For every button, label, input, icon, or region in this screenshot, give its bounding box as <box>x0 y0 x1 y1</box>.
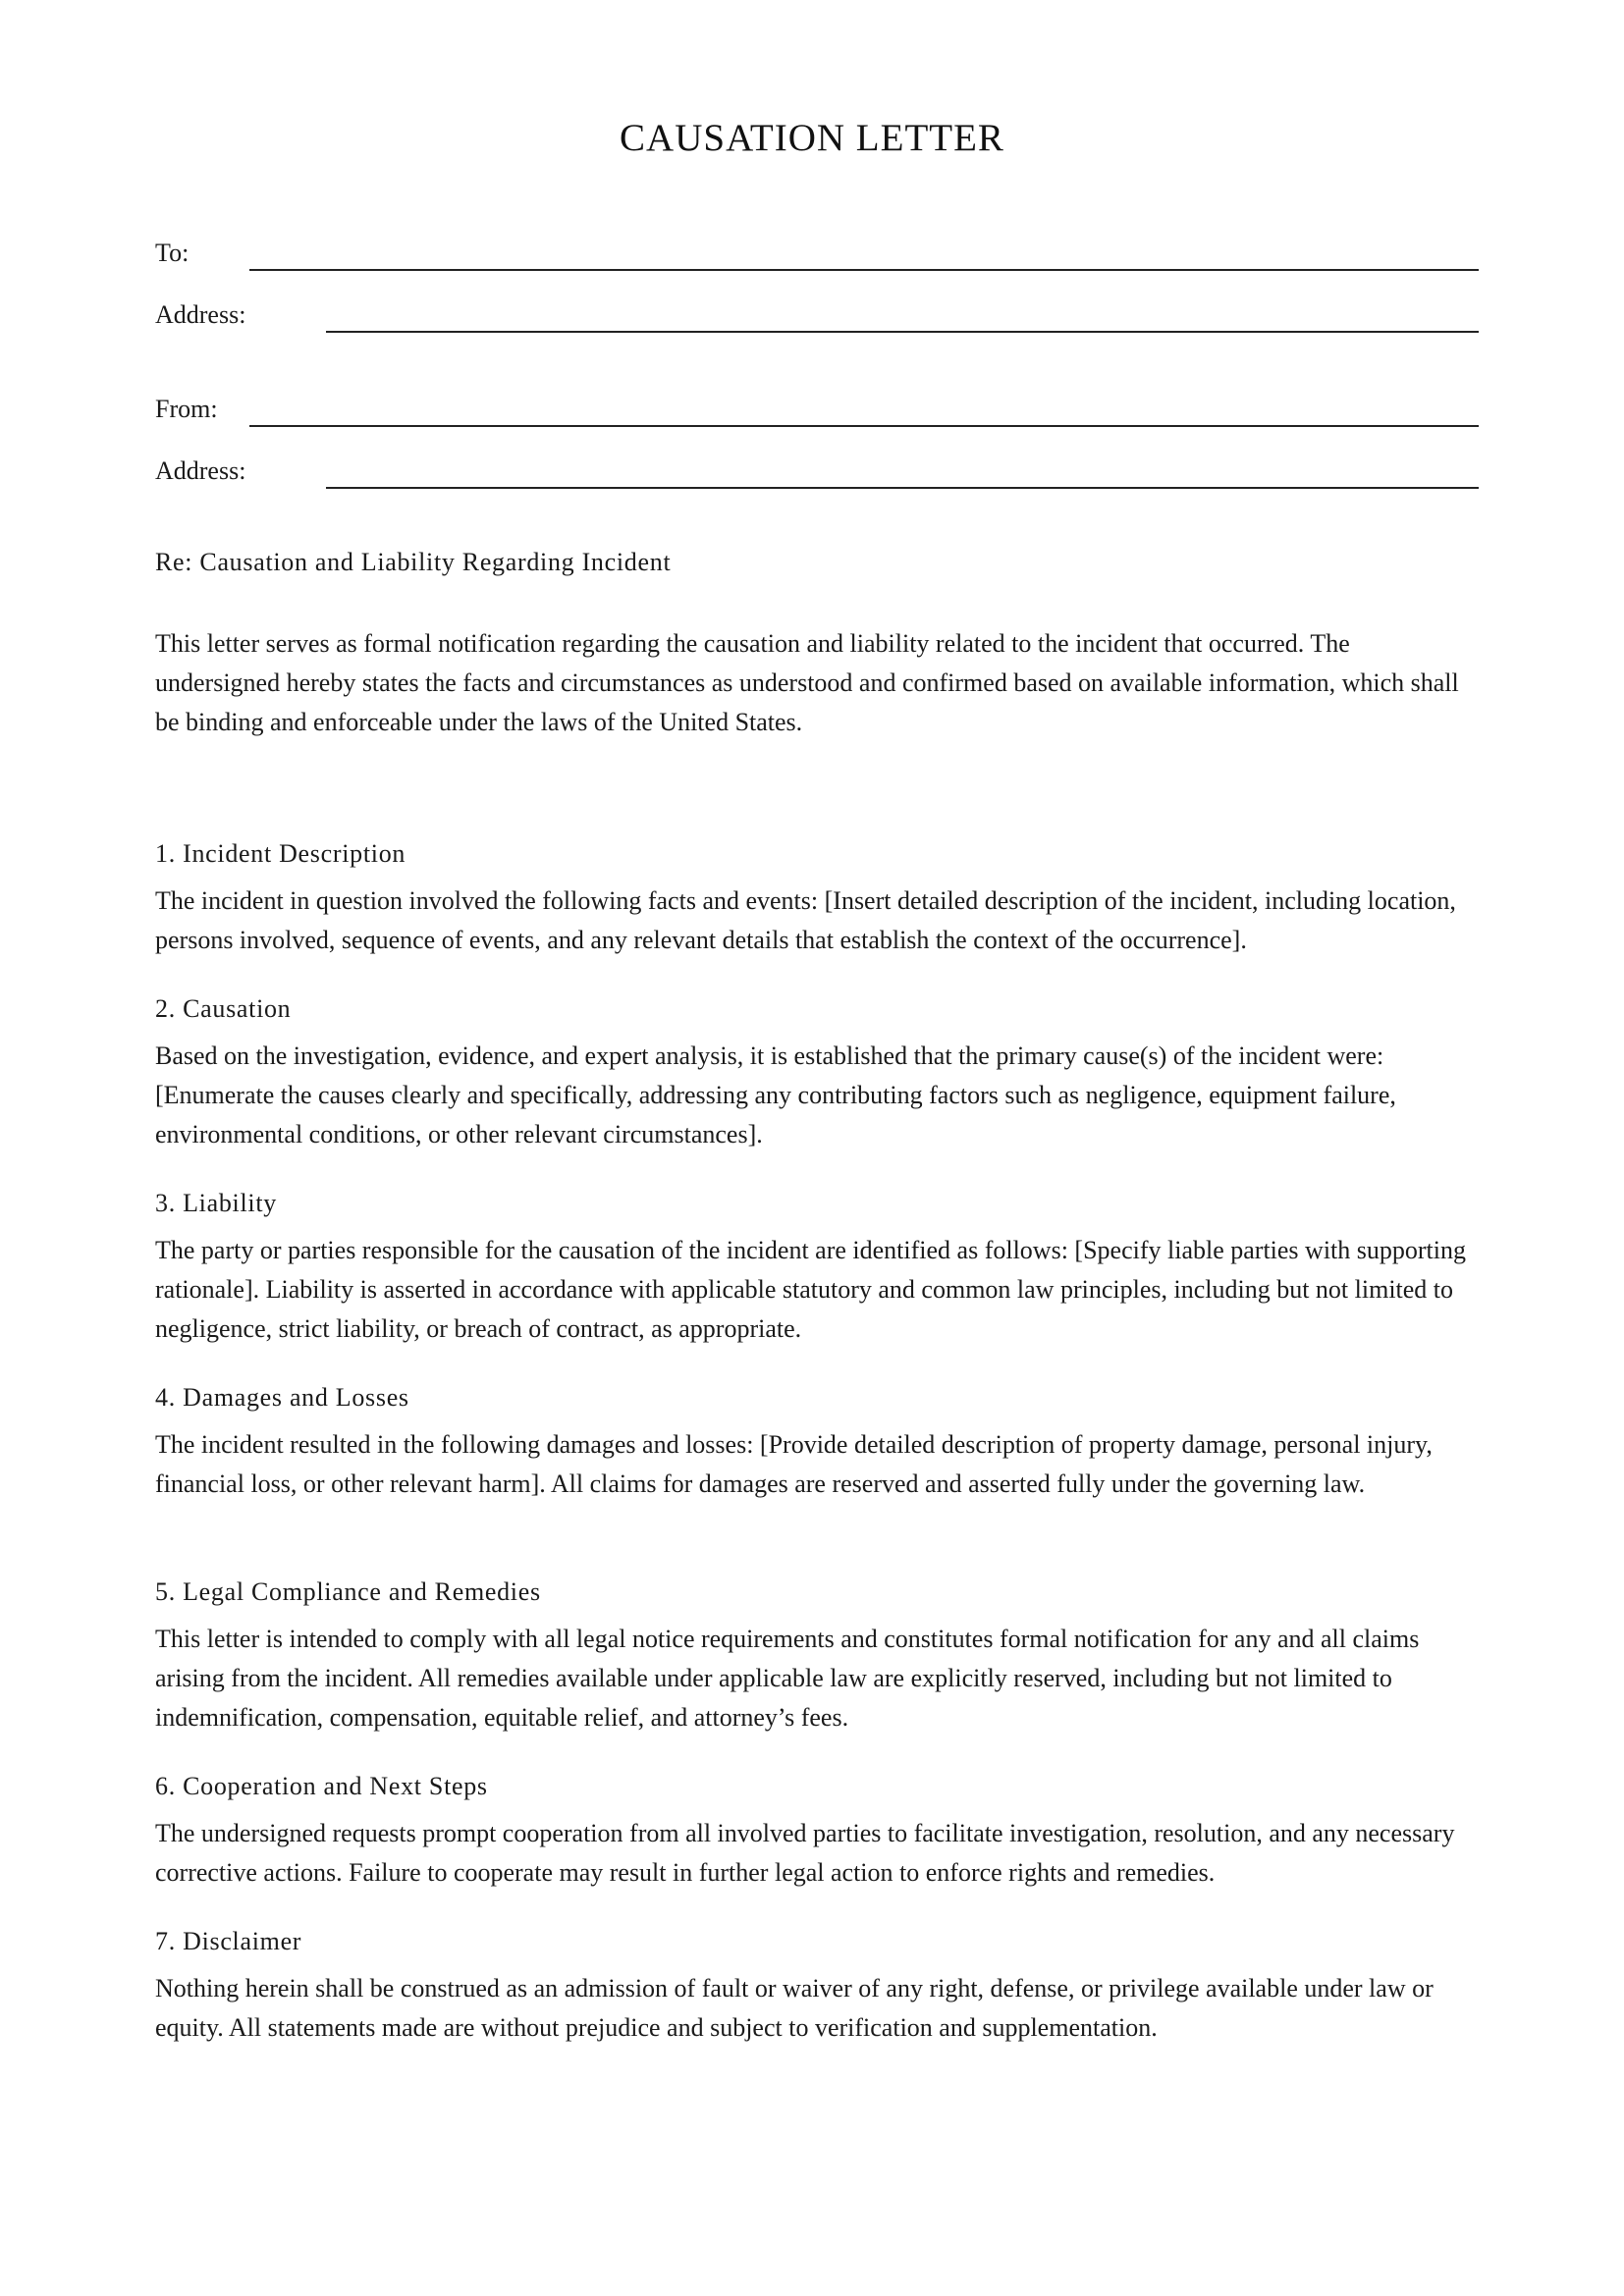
section-heading-liability: 3. Liability <box>155 1189 277 1217</box>
section-heading-legal-compliance: 5. Legal Compliance and Remedies <box>155 1577 541 1606</box>
from-field <box>155 390 1479 429</box>
from-label: From: <box>155 395 218 423</box>
section-body-disclaimer: Nothing herein shall be construed as an admission of fault or waiver of any right, defense, or privilege available under law or equity. All statements made are without prejudice and subject to verification and supplementation. <box>155 1974 1434 2042</box>
section-body-cooperation: The undersigned requests prompt cooperation from all involved parties to facilitate investigation, resolution, and any necessary corrective actions. Failure to cooperate may result in further legal action to enforce rights and remedies. <box>155 1819 1455 1887</box>
subject-line: Re: Causation and Liability Regarding Incident <box>155 548 672 576</box>
to-address-field <box>155 295 1479 335</box>
section-heading-damages-and-losses: 4. Damages and Losses <box>155 1383 409 1412</box>
section-body-legal-compliance: This letter is intended to comply with all legal notice requirements and constitutes formal notification for any and all claims arising from the incident. All remedies available under applicable law are explicitly reserved, including but not limited to indemnification, compensation, equitable relief, and attorney’s fees. <box>155 1625 1420 1732</box>
from-address-field <box>155 452 1479 491</box>
to-field <box>155 234 1479 273</box>
to-label: To: <box>155 239 189 267</box>
from-address-label: Address: <box>155 456 246 485</box>
section-body-liability: The party or parties responsible for the causation of the incident are identified as follows: [Specify liable parties with supporting rationale]. Liability is asserted in accordance with applicable statutory and common law principles, including but not limited to negligence, strict liability, or breach of contract, as appropriate. <box>155 1236 1467 1343</box>
section-heading-cooperation: 6. Cooperation and Next Steps <box>155 1772 488 1800</box>
from-address-blank-line[interactable] <box>326 487 1479 489</box>
section-heading-incident-description: 1. Incident Description <box>155 839 406 868</box>
from-blank-line[interactable] <box>249 425 1479 427</box>
document-title: CAUSATION LETTER <box>620 117 1004 159</box>
to-address-label: Address: <box>155 300 246 329</box>
section-heading-causation: 2. Causation <box>155 994 292 1023</box>
intro-paragraph: This letter serves as formal notification regarding the causation and liability related to the incident that occurred. The undersigned hereby states the facts and circumstances as understood and confirmed based on available information, which shall be binding and enforceable under the laws of the United States. <box>155 629 1459 736</box>
to-blank-line[interactable] <box>249 269 1479 271</box>
section-body-causation: Based on the investigation, evidence, and expert analysis, it is established that the primary cause(s) of the incident were: [Enumerate the causes clearly and specifically, addressing any contributing factors such as negligence, equipment failure, environmental conditions, or other relevant circumstances]. <box>155 1041 1396 1148</box>
section-body-damages-and-losses: The incident resulted in the following damages and losses: [Provide detailed description of property damage, personal injury, financial loss, or other relevant harm]. All claims for damages are reserved and asserted fully under the governing law. <box>155 1430 1433 1498</box>
section-heading-disclaimer: 7. Disclaimer <box>155 1927 302 1955</box>
section-body-incident-description: The incident in question involved the following facts and events: [Insert detailed description of the incident, including location, persons involved, sequence of events, and any relevant details that establish the context of the occurrence]. <box>155 886 1456 954</box>
to-address-blank-line[interactable] <box>326 331 1479 333</box>
